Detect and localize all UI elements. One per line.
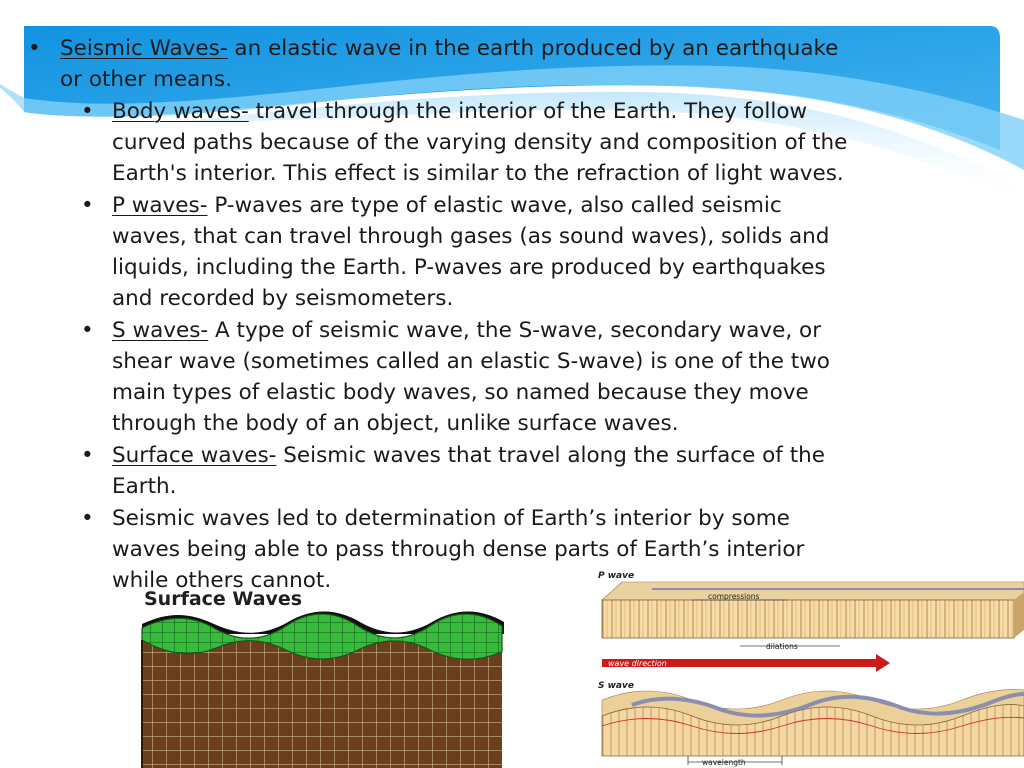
bullet-surface-waves xyxy=(81,440,858,502)
bullet-marker: • xyxy=(81,443,94,468)
definition-body-waves: travel through the interior of the Earth. They follow curved paths because of the varying density and composition of the Earth's interior. This effect is similar to the refraction of light waves. xyxy=(112,99,848,186)
definition-earth-interior: Seismic waves led to determination of Earth’s interior by some waves being able to pass through dense parts of Earth’s interior while others cannot. xyxy=(112,506,805,593)
definition-surface-waves: Seismic waves that travel along the surface of the Earth. xyxy=(112,443,825,499)
bullet-seismic-waves xyxy=(28,33,858,596)
term-seismic-waves: Seismic Waves- xyxy=(60,36,228,61)
s-wave-label: S wave xyxy=(598,681,634,691)
term-s-waves: S waves- xyxy=(112,318,209,343)
compressions-label: compressions xyxy=(708,592,760,601)
term-p-waves: P waves- xyxy=(112,193,208,218)
bullet-p-waves xyxy=(81,190,858,314)
p-and-s-wave-figure xyxy=(592,566,1024,768)
bullet-s-waves xyxy=(81,315,858,439)
p-wave-side xyxy=(1014,592,1024,638)
wavelength-label: wavelength xyxy=(702,758,746,767)
p-wave-block xyxy=(602,600,1014,638)
dilations-label: dilations xyxy=(766,642,798,651)
p-wave-top xyxy=(602,582,1024,600)
bullet-marker: • xyxy=(81,193,94,218)
term-body-waves: Body waves- xyxy=(112,99,249,124)
p-wave-label: P wave xyxy=(598,571,635,581)
slide-body xyxy=(28,33,858,596)
definition-s-waves: A type of seismic wave, the S-wave, secondary wave, or shear wave (sometimes called an elastic S-wave) is one of the two main types of elastic body waves, so named because they move through the body of an object, unlike surface waves. xyxy=(112,318,830,436)
bullet-body-waves xyxy=(81,96,858,189)
definition-p-waves: P-waves are type of elastic wave, also called seismic waves, that can travel through gases (as sound waves), solids and liquids, including the Earth. P-waves are produced by earthquakes and recorded by seismometers. xyxy=(112,193,830,311)
term-surface-waves: Surface waves- xyxy=(112,443,277,468)
surface-waves-figure xyxy=(138,582,508,768)
bullet-marker: • xyxy=(28,36,41,61)
sub-bullet-list xyxy=(60,96,858,596)
grass-surface xyxy=(142,614,502,659)
surface-waves-title: Surface Waves xyxy=(144,588,303,610)
bullet-marker: • xyxy=(81,99,94,124)
main-bullet-list xyxy=(28,33,858,596)
bullet-marker: • xyxy=(81,506,94,531)
definition-seismic-waves: an elastic wave in the earth produced by an earthquake or other means. xyxy=(60,36,839,92)
bullet-marker: • xyxy=(81,318,94,343)
wave-direction-label: wave direction xyxy=(608,659,667,668)
